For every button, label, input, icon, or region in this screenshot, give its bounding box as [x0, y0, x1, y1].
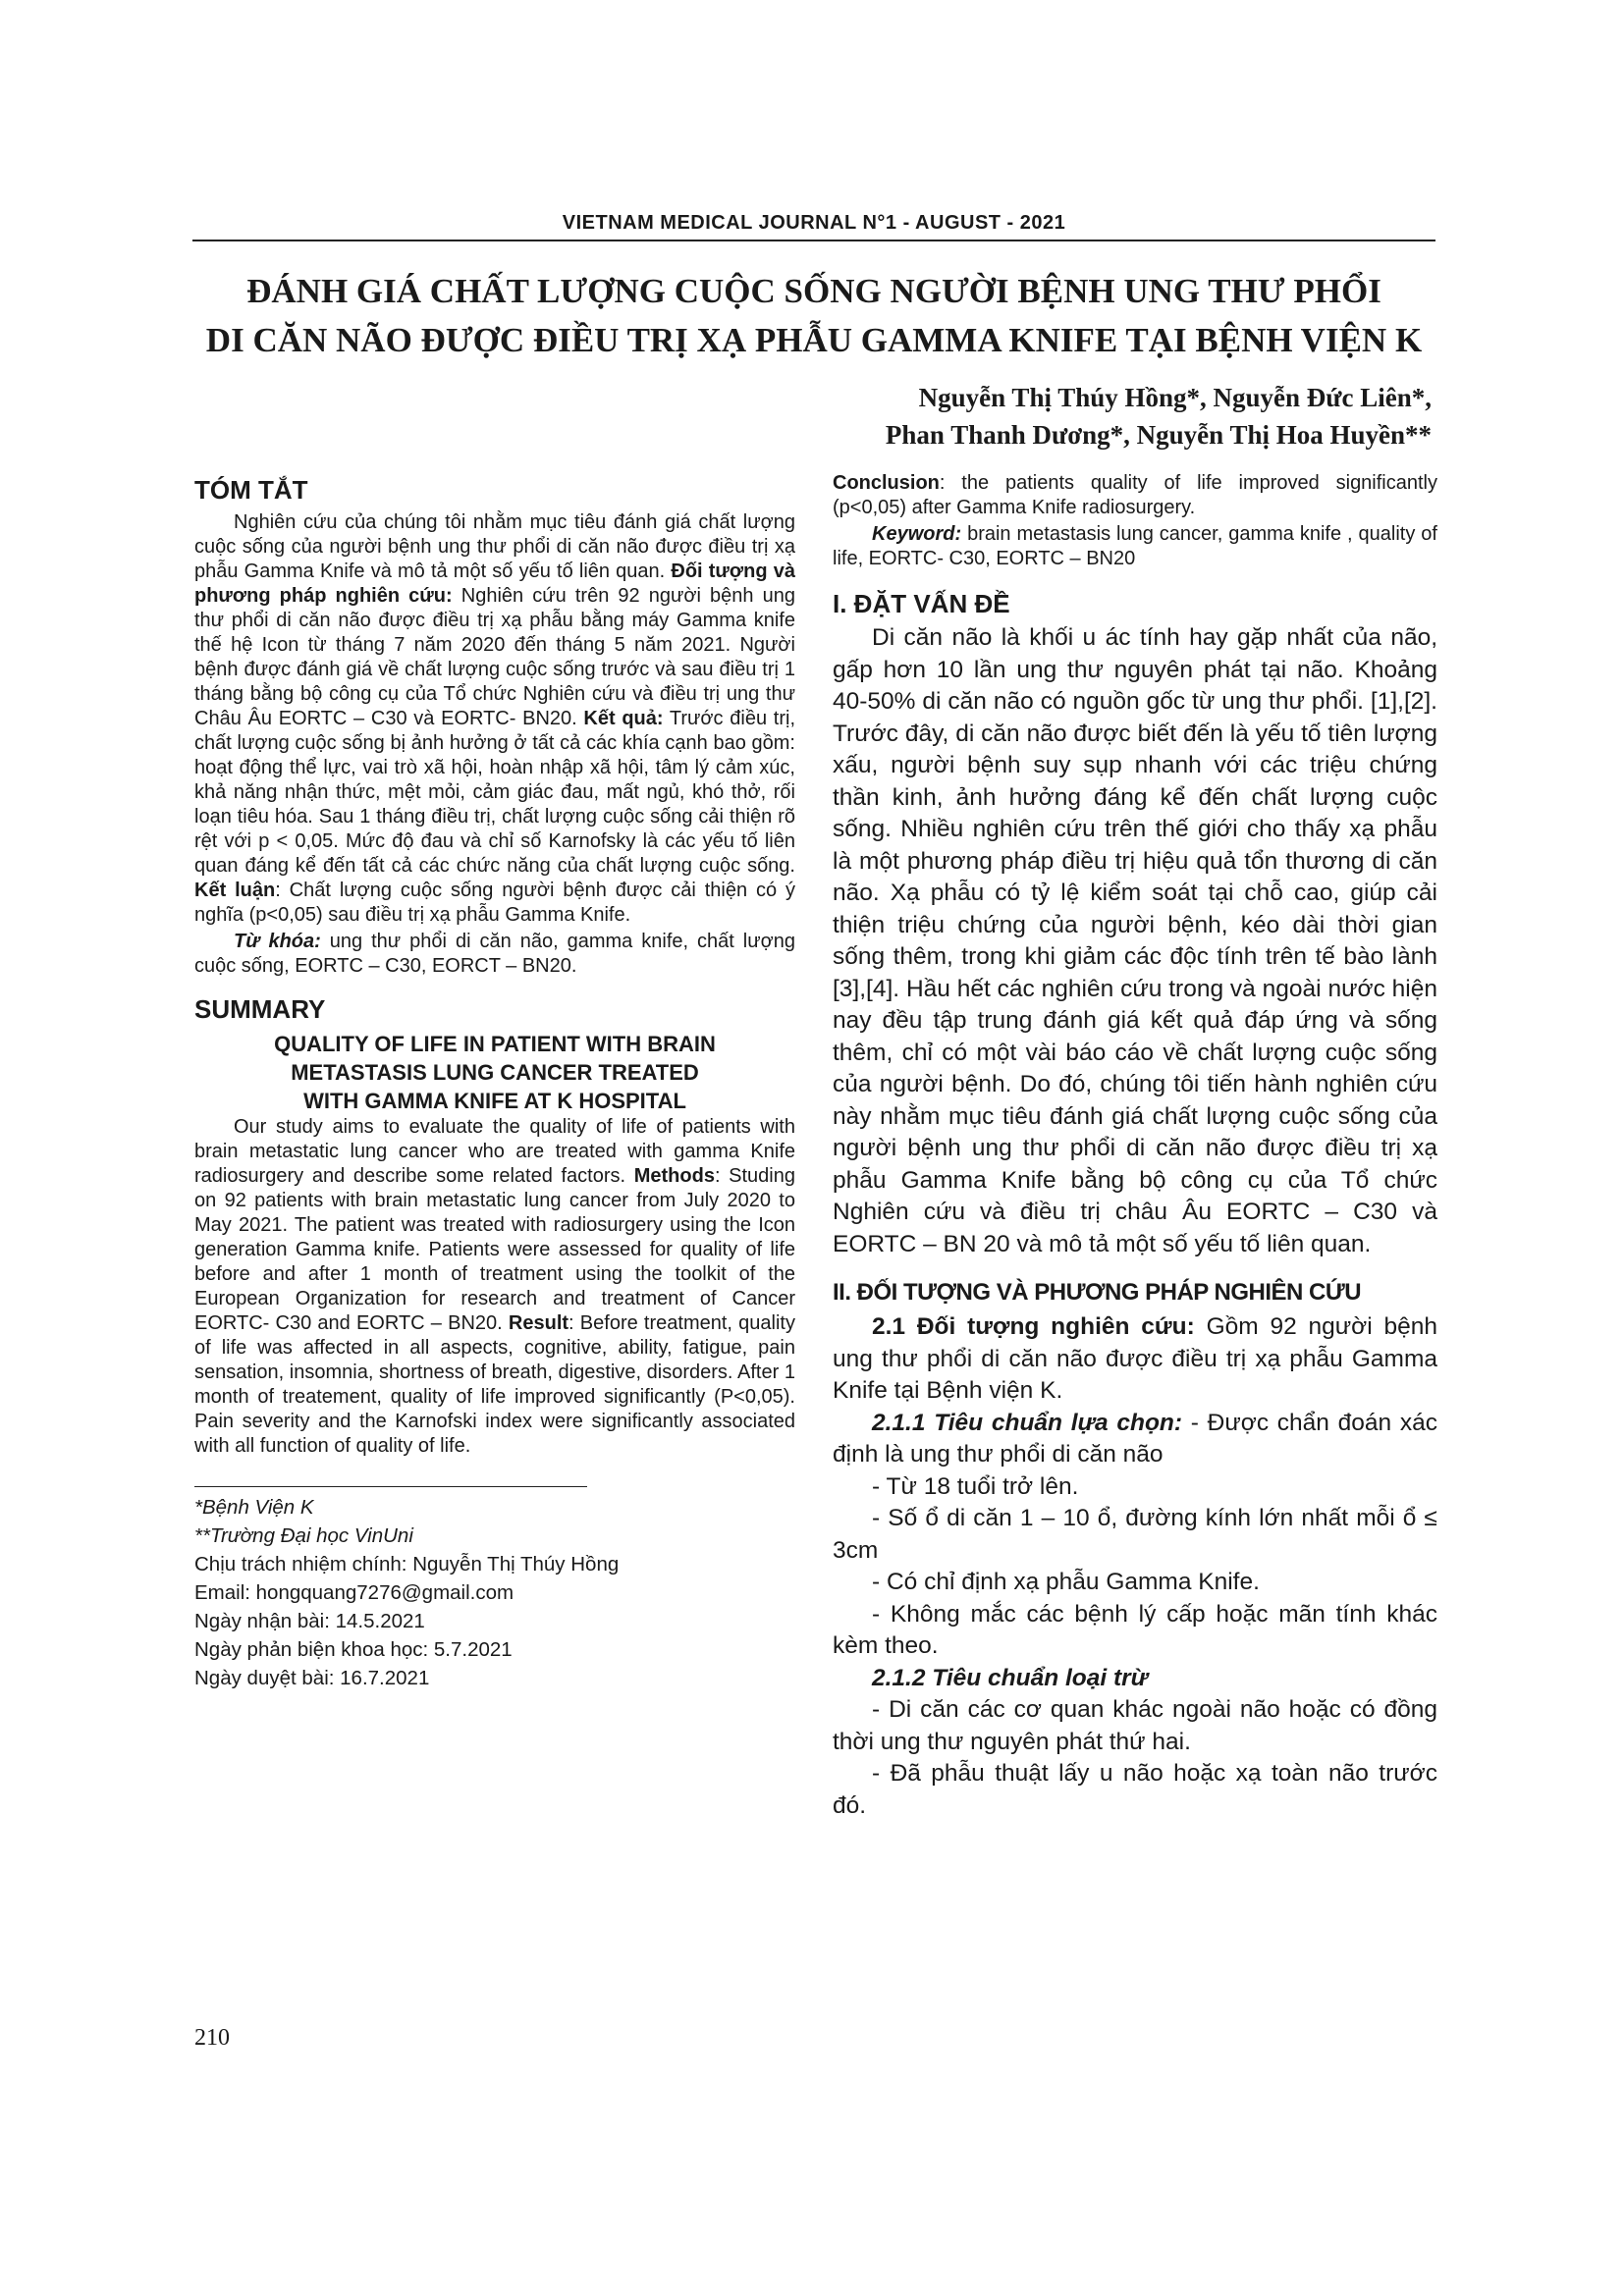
summary-heading: SUMMARY — [194, 994, 326, 1024]
footnotes — [194, 1493, 795, 1692]
subsection-2-1-2-heading — [833, 1663, 1437, 1695]
abstract-vi-results-text: Trước điều trị, chất lượng cuộc sống bị ảnh hưởng ở tất cả các khía cạnh bao gồm: hoạt động thể lực, vai trò xã hội, hoàn nhập xã hội, tâm lý cảm xúc, khả năng nhận thức, mệt mỏi, cảm giác đau, mất ngủ, khó thở, rối loạn tiêu hóa. Sau 1 tháng điều trị, chất lượng cuộc sống cải thiện rõ rệt với p < 0,05. Mức độ đau và chỉ số Karnofsky là các yếu tố liên quan đáng kể đến tất cả các chức năng của chất lượng cuộc sống. — [194, 708, 795, 877]
keywords-vi-text: ung thư phổi di căn não, gamma knife, chất lượng cuộc sống, EORTC – C30, EORCT – BN20. — [194, 931, 796, 977]
exclusion-item: - Di căn các cơ quan khác ngoài não hoặc có đồng thời ung thư nguyên phát thứ hai. — [833, 1696, 1437, 1755]
inclusion-item: - Không mắc các bệnh lý cấp hoặc mãn tính khác kèm theo. — [833, 1600, 1437, 1659]
abstract-vi-results-label: Kết quả: — [583, 708, 664, 729]
abstract-vi-heading: TÓM TẮT — [194, 475, 308, 505]
inclusion-item: - Có chỉ định xạ phẫu Gamma Knife. — [872, 1569, 1260, 1595]
summary-result-text: : Before treatment, quality of life was affected in all aspects, cognitive, ability, fatigue, pain sensation, insomnia, shortness of breath, digestive, disorders. After 1 month of treatement, quality of life improved significantly (P<0,05). Pain severity and the Karnofski index were significantly associated with all function of quality of life. — [194, 1312, 795, 1457]
subsection-2-1-1-label: 2.1.1 Tiêu chuẩn lựa chọn: — [872, 1409, 1183, 1436]
authors-line-1: Nguyễn Thị Thúy Hồng*, Nguyễn Đức Liên*, — [918, 383, 1432, 412]
keyword-en-text: brain metastasis lung cancer, gamma knife , quality of life, EORTC- C30, EORTC – BN20 — [833, 523, 1437, 569]
subsection-2-1-2-label: 2.1.2 Tiêu chuẩn loại trừ — [872, 1664, 1149, 1691]
subsection-2-1-label: 2.1 Đối tượng nghiên cứu: — [872, 1313, 1195, 1340]
section-1-paragraph: Di căn não là khối u ác tính hay gặp nhất của não, gấp hơn 10 lần ung thư nguyên phát tại não. Khoảng 40-50% di căn não có nguồn gốc từ ung thư phổi. [1],[2]. Trước đây, di căn não được biết đến là yếu tố tiên lượng xấu, người bệnh suy sụp nhanh với các triệu chứng thần kinh, ảnh hưởng đáng kể đến chất lượng cuộc sống. Nhiều nghiên cứu trên thế giới cho thấy xạ phẫu là một phương pháp điều trị hiệu quả tổn thương di căn não. Xạ phẫu có tỷ lệ kiểm soát tại chỗ cao, giúp cải thiện triệu chứng của người bệnh, kéo dài thời gian sống thêm, trong khi giảm các độc tính trên tế bào lành [3],[4]. Hầu hết các nghiên cứu trong và ngoài nước hiện nay đều tập trung đánh giá kết quả đáp ứng và sống thêm, chỉ có một vài báo cáo về chất lượng cuộc sống của người bệnh. Do đó, chúng tôi tiến hành nghiên cứu này nhằm mục tiêu đánh giá chất lượng cuộc sống của người bệnh ung thư phổi di căn não được điều trị xạ phẫu Gamma Knife bằng bộ công cụ của Tổ chức Nghiên cứu và điều trị châu Âu EORTC – C30 và EORTC – BN 20 và mô tả một số yếu tố liên quan. — [833, 624, 1437, 1257]
section-2-heading: II. ĐỐI TƯỢNG VÀ PHƯƠNG PHÁP NGHIÊN CỨU — [833, 1279, 1362, 1306]
summary-body — [194, 1115, 795, 1459]
exclusion-item: - Đã phẫu thuật lấy u não hoặc xạ toàn não trước đó. — [833, 1760, 1437, 1819]
date-accepted: Ngày duyệt bài: 16.7.2021 — [194, 1667, 430, 1689]
summary-conclusion-text: : the patients quality of life improved significantly (p<0,05) after Gamma Knife radiosurgery. — [833, 472, 1437, 518]
summary-keywords — [833, 522, 1437, 571]
keyword-en-label: Keyword: — [872, 523, 962, 545]
summary-methods-text: : Studing on 92 patients with brain metastatic lung cancer from July 2020 to May 2021. The patient was treated with radiosurgery using the Icon generation Gamma knife. Patients were assessed for quality of life before and after 1 month of treatment using the toolkit of the European Organization for research and treatment of Cancer EORTC- C30 and EORTC – BN20. — [194, 1165, 795, 1334]
subsection-2-1-1-text: - Được chẩn đoán xác định là ung thư phổi di căn não — [833, 1409, 1437, 1468]
keywords-vi-label: Từ khóa: — [234, 931, 321, 952]
abstract-vi-methods-label: Đối tượng và phương pháp nghiên cứu: — [194, 561, 795, 607]
header-rule — [192, 240, 1435, 241]
subsection-2-1-1 — [833, 1408, 1437, 1471]
right-column — [833, 471, 1437, 1822]
running-header: VIETNAM MEDICAL JOURNAL N°1 - AUGUST - 2021 — [562, 212, 1066, 234]
summary-title — [194, 1030, 795, 1115]
abstract-vi-keywords — [194, 930, 795, 979]
summary-result-label: Result — [508, 1312, 569, 1334]
abstract-vi-body — [194, 510, 795, 928]
summary-conclusion-label: Conclusion — [833, 472, 940, 494]
title-line-1: ĐÁNH GIÁ CHẤT LƯỢNG CUỘC SỐNG NGƯỜI BỆNH UNG THƯ PHỔI — [246, 272, 1381, 310]
authors-line-2: Phan Thanh Dương*, Nguyễn Thị Hoa Huyền** — [885, 420, 1432, 450]
summary-intro: Our study aims to evaluate the quality of life of patients with brain metastatic lung cancer who are treated with gamma Knife radiosurgery and describe some related factors. — [194, 1116, 795, 1187]
summary-methods-label: Methods — [633, 1165, 715, 1187]
abstract-vi-conclusion-label: Kết luận — [194, 880, 276, 901]
summary-title-line-3: WITH GAMMA KNIFE AT K HOSPITAL — [303, 1089, 686, 1113]
summary-title-line-2: METASTASIS LUNG CANCER TREATED — [291, 1060, 699, 1085]
date-reviewed: Ngày phản biện khoa học: 5.7.2021 — [194, 1638, 513, 1661]
contact-email: Email: hongquang7276@gmail.com — [194, 1581, 514, 1604]
author-list — [548, 379, 1432, 454]
abstract-vi-conclusion-text: : Chất lượng cuộc sống người bệnh được cải thiện có ý nghĩa (p<0,05) sau điều trị xạ phẫu Gamma Knife. — [194, 880, 795, 926]
summary-continued — [833, 471, 1437, 520]
summary-title-line-1: QUALITY OF LIFE IN PATIENT WITH BRAIN — [274, 1032, 716, 1056]
inclusion-item: - Số ổ di căn 1 – 10 ổ, đường kính lớn nhất mỗi ổ ≤ 3cm — [833, 1505, 1437, 1564]
subsection-2-1 — [833, 1311, 1437, 1408]
abstract-vi-intro: Nghiên cứu của chúng tôi nhằm mục tiêu đánh giá chất lượng cuộc sống của người bệnh ung thư phổi di căn não được điều trị xạ phẫu Gamma Knife và mô tả một số yếu tố liên quan. — [194, 511, 795, 582]
affiliation-1: *Bệnh Viện K — [194, 1496, 314, 1519]
footnote-rule — [194, 1486, 587, 1487]
section-1-heading: I. ĐẶT VẤN ĐỀ — [833, 589, 1010, 618]
left-column — [194, 473, 795, 1692]
affiliation-2: **Trường Đại học VinUni — [194, 1524, 413, 1547]
date-received: Ngày nhận bài: 14.5.2021 — [194, 1610, 425, 1632]
responsible-author: Chịu trách nhiệm chính: Nguyễn Thị Thúy Hồng — [194, 1553, 620, 1575]
page-number: 210 — [194, 2025, 230, 2051]
article-title — [157, 267, 1471, 365]
title-line-2: DI CĂN NÃO ĐƯỢC ĐIỀU TRỊ XẠ PHẪU GAMMA KNIFE TẠI BỆNH VIỆN K — [205, 321, 1423, 359]
subsection-2-1-text: Gồm 92 người bệnh ung thư phổi di căn não được điều trị xạ phẫu Gamma Knife tại Bệnh viện K. — [833, 1313, 1437, 1404]
abstract-vi-methods-text: Nghiên cứu trên 92 người bệnh ung thư phổi di căn não được điều trị xạ phẫu bằng máy Gamma knife thế hệ Icon từ tháng 7 năm 2020 đến tháng 5 năm 2021. Người bệnh được đánh giá về chất lượng cuộc sống trước và sau điều trị 1 tháng bằng bộ công cụ của Tổ chức Nghiên cứu và điều trị ung thư Châu Âu EORTC – C30 và EORTC- BN20. — [194, 585, 795, 729]
inclusion-item: - Từ 18 tuổi trở lên. — [872, 1472, 1079, 1500]
